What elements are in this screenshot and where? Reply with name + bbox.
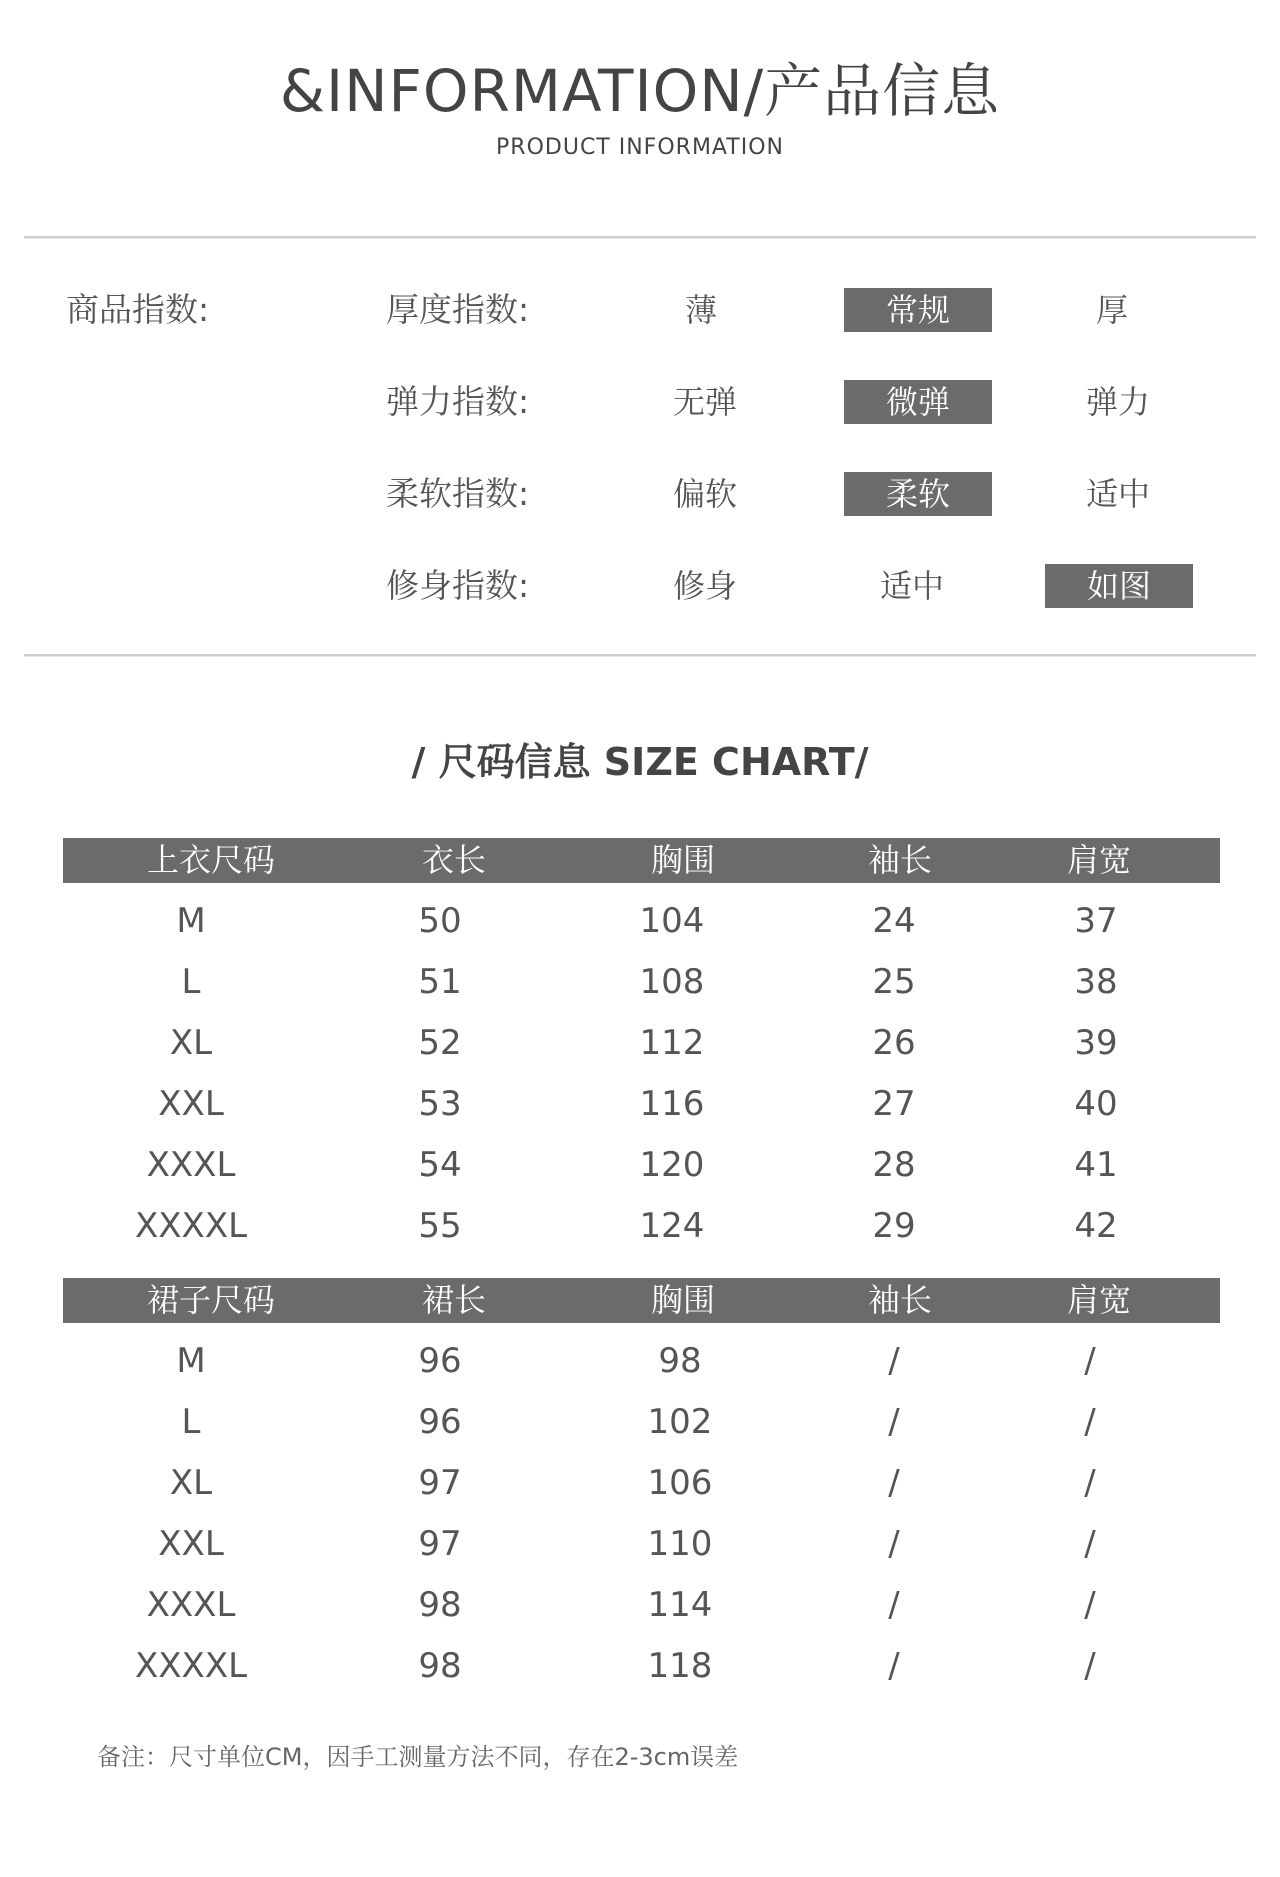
index-option: 柔软 — [844, 472, 992, 516]
table-cell: / — [1084, 1646, 1096, 1686]
table-cell: / — [1084, 1402, 1096, 1442]
table-cell: 40 — [1074, 1084, 1118, 1124]
header-cell: 胸围 — [650, 1281, 715, 1319]
table-cell: / — [888, 1585, 900, 1625]
table-row — [0, 1392, 1280, 1453]
table-cell: XL — [169, 1463, 213, 1503]
table-cell: / — [1084, 1341, 1096, 1381]
table-row — [0, 1453, 1280, 1514]
product-index-heading: 商品指数: — [66, 290, 210, 329]
table-cell: XXL — [158, 1084, 224, 1124]
header-cell: 袖长 — [867, 1281, 932, 1319]
index-option: 适中 — [879, 567, 944, 605]
header-cell: 袖长 — [867, 841, 932, 879]
table-cell: 54 — [418, 1145, 462, 1185]
table-cell: XXXXL — [134, 1206, 248, 1246]
table-cell: 53 — [418, 1084, 462, 1124]
index-label: 柔软指数: — [386, 474, 530, 513]
table-cell: 24 — [872, 901, 916, 941]
table-cell: 97 — [418, 1463, 462, 1503]
page-title: &INFORMATION/产品信息 — [279, 57, 1001, 125]
table-cell: 98 — [658, 1341, 702, 1381]
table-cell: XXXXL — [134, 1646, 248, 1686]
index-option: 修身 — [672, 567, 737, 605]
table-cell: / — [888, 1341, 900, 1381]
table-cell: 98 — [418, 1646, 462, 1686]
header-cell: 裙子尺码 — [146, 1281, 275, 1319]
bottom-divider — [24, 654, 1256, 657]
table-cell: 55 — [418, 1206, 462, 1246]
table-cell: M — [176, 1341, 206, 1381]
table-cell: 102 — [647, 1402, 713, 1442]
table-cell: / — [1084, 1463, 1096, 1503]
index-option: 适中 — [1085, 475, 1150, 513]
table-cell: 26 — [872, 1023, 916, 1063]
table-cell: 116 — [639, 1084, 705, 1124]
index-label: 修身指数: — [386, 566, 530, 605]
table-cell: 25 — [872, 962, 916, 1002]
header-cell: 上衣尺码 — [146, 841, 275, 879]
table-cell: 108 — [639, 962, 705, 1002]
index-option: 常规 — [844, 288, 992, 332]
table-cell: 37 — [1074, 901, 1118, 941]
table-cell: 104 — [639, 901, 705, 941]
table-cell: 110 — [647, 1524, 713, 1564]
table-cell: / — [1084, 1585, 1096, 1625]
size-chart-title: / 尺码信息 SIZE CHART/ — [411, 740, 869, 784]
table-cell: 29 — [872, 1206, 916, 1246]
header-cell: 肩宽 — [1066, 1281, 1131, 1319]
table-cell: 28 — [872, 1145, 916, 1185]
table-row — [0, 1074, 1280, 1135]
header-cell: 裙长 — [421, 1281, 486, 1319]
index-label: 弹力指数: — [386, 382, 530, 421]
index-option: 薄 — [684, 291, 717, 329]
header-cell: 胸围 — [650, 841, 715, 879]
index-option: 微弹 — [844, 380, 992, 424]
index-option: 无弹 — [672, 383, 737, 421]
table-cell: / — [888, 1646, 900, 1686]
table-row — [0, 891, 1280, 952]
top-divider — [24, 236, 1256, 239]
table-cell: L — [181, 962, 201, 1002]
table-cell: 96 — [418, 1402, 462, 1442]
table-row — [0, 1575, 1280, 1636]
table-cell: 51 — [418, 962, 462, 1002]
index-label: 厚度指数: — [386, 290, 530, 329]
table-row — [0, 1331, 1280, 1392]
table-cell: 38 — [1074, 962, 1118, 1002]
table-cell: 106 — [647, 1463, 713, 1503]
table-cell: 50 — [418, 901, 462, 941]
table-cell: L — [181, 1402, 201, 1442]
table-row — [0, 1514, 1280, 1575]
table-cell: 39 — [1074, 1023, 1118, 1063]
table-cell: 52 — [418, 1023, 462, 1063]
table-cell: 97 — [418, 1524, 462, 1564]
table-cell: / — [1084, 1524, 1096, 1564]
table-header — [63, 1278, 1220, 1323]
table-cell: 124 — [639, 1206, 705, 1246]
table-cell: 120 — [639, 1145, 705, 1185]
table-header — [63, 838, 1220, 883]
index-option: 偏软 — [672, 475, 737, 513]
table-row — [0, 952, 1280, 1013]
table-cell: / — [888, 1463, 900, 1503]
table-cell: XXXL — [146, 1585, 236, 1625]
table-cell: M — [176, 901, 206, 941]
table-row — [0, 1013, 1280, 1074]
table-cell: 27 — [872, 1084, 916, 1124]
table-row — [0, 1196, 1280, 1257]
table-cell: 98 — [418, 1585, 462, 1625]
table-cell: XL — [169, 1023, 213, 1063]
header-cell: 衣长 — [421, 841, 486, 879]
index-option: 弹力 — [1085, 383, 1150, 421]
table-cell: XXL — [158, 1524, 224, 1564]
table-row — [0, 1135, 1280, 1196]
table-cell: XXXL — [146, 1145, 236, 1185]
table-cell: 41 — [1074, 1145, 1118, 1185]
table-row — [0, 1636, 1280, 1697]
index-option: 厚 — [1095, 291, 1128, 329]
size-note: 备注：尺寸单位CM，因手工测量方法不同，存在2-3cm误差 — [97, 1743, 739, 1771]
table-cell: 118 — [647, 1646, 713, 1686]
table-cell: 96 — [418, 1341, 462, 1381]
table-cell: 114 — [647, 1585, 713, 1625]
table-cell: / — [888, 1524, 900, 1564]
table-cell: 112 — [639, 1023, 705, 1063]
page-subtitle: PRODUCT INFORMATION — [496, 135, 784, 160]
header-cell: 肩宽 — [1066, 841, 1131, 879]
index-option: 如图 — [1045, 564, 1193, 608]
table-cell: 42 — [1074, 1206, 1118, 1246]
table-cell: / — [888, 1402, 900, 1442]
